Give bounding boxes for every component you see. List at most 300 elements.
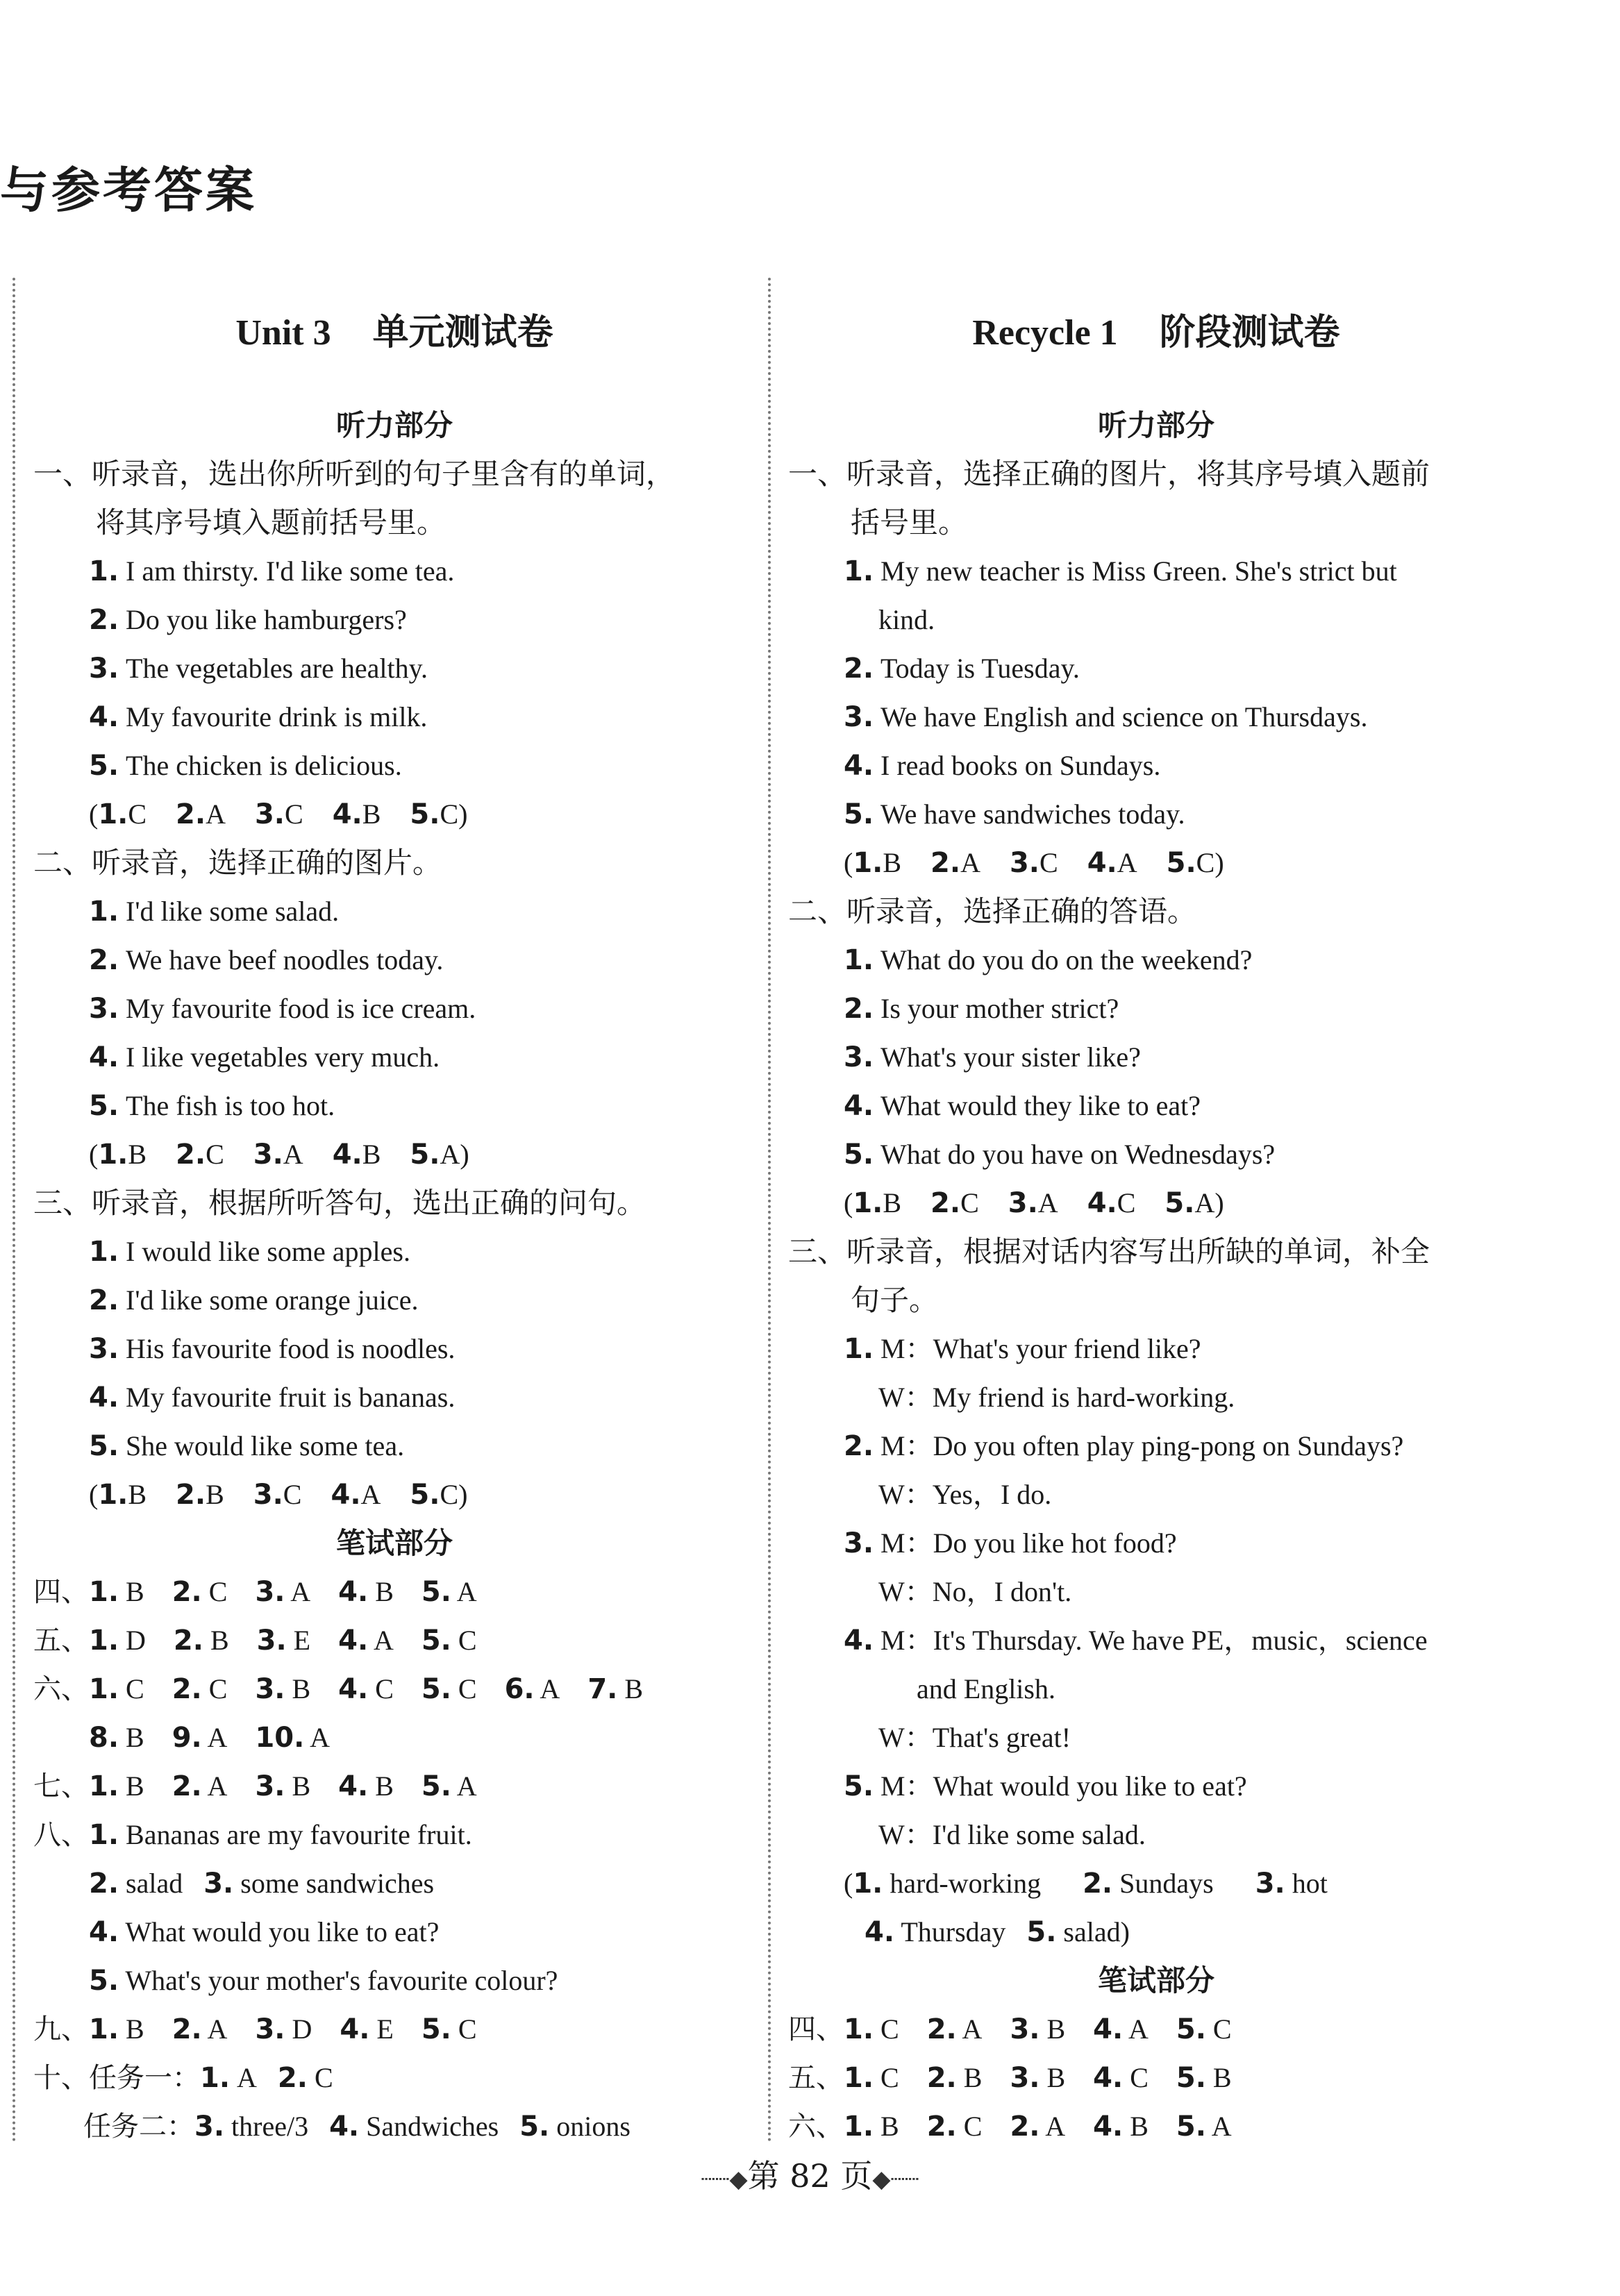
item-text: I read books on Sundays. bbox=[880, 750, 1161, 781]
answer-item bbox=[844, 2062, 899, 2093]
answer-value: C bbox=[880, 2013, 899, 2045]
answer-value: C bbox=[285, 798, 303, 830]
item-text: I'd like some orange juice. bbox=[126, 1284, 419, 1316]
answer-value: A bbox=[456, 1576, 477, 1607]
answer-row bbox=[788, 2005, 1524, 2054]
answer-item bbox=[89, 2013, 144, 2045]
answer-item bbox=[98, 1479, 147, 1510]
answer-number: 1. bbox=[853, 1187, 883, 1219]
item-number: 4. bbox=[844, 1090, 874, 1122]
answer-value: C bbox=[208, 1673, 228, 1704]
answer-value: A bbox=[360, 1479, 381, 1510]
listening-sentence bbox=[33, 1227, 755, 1276]
listening-section-heading: 听力部分 bbox=[1097, 408, 1214, 442]
answer-number: 3. bbox=[255, 1770, 285, 1802]
answer-item bbox=[172, 1576, 228, 1607]
answer-item bbox=[98, 1139, 147, 1170]
answer-number: 2. bbox=[930, 847, 961, 879]
answer-value: A bbox=[1194, 1187, 1215, 1218]
item-text: We have English and science on Thursdays. bbox=[880, 701, 1368, 732]
dialogue-line: 5. M：What would you like to eat? bbox=[844, 1770, 1247, 1802]
answer-item bbox=[89, 1576, 144, 1607]
answer-number: 2. bbox=[926, 2111, 957, 2143]
item-text: I'd like some salad. bbox=[126, 896, 340, 927]
question-label: 四、 bbox=[33, 1576, 89, 1608]
answer-number: 2. bbox=[176, 1479, 206, 1511]
question-label: 七、 bbox=[33, 1770, 89, 1802]
answer-number: 1. bbox=[89, 1576, 119, 1608]
answer-value: B bbox=[126, 1722, 144, 1753]
answer-item bbox=[333, 798, 381, 830]
answer-item bbox=[338, 1673, 394, 1704]
item-text: My favourite drink is milk. bbox=[126, 701, 428, 732]
answer-item bbox=[172, 1770, 228, 1802]
answer-row bbox=[33, 2005, 755, 2054]
answer-number: 3. bbox=[1008, 1187, 1038, 1219]
item-text: My favourite food is ice cream. bbox=[126, 993, 476, 1024]
answer-item bbox=[1010, 2013, 1065, 2045]
answer-item bbox=[257, 1625, 310, 1656]
item-text: What's your sister like? bbox=[880, 1041, 1141, 1073]
listening-sentence bbox=[788, 1033, 1524, 1082]
answer-item bbox=[1010, 2111, 1065, 2142]
answer-item bbox=[410, 1479, 458, 1510]
answer-value: A bbox=[1037, 1187, 1058, 1218]
answer-value: B bbox=[880, 2111, 899, 2142]
listening-sentence bbox=[33, 547, 755, 596]
answer-number: 2. bbox=[172, 1576, 202, 1608]
answer-number: 2. bbox=[172, 2013, 202, 2045]
answer-row bbox=[33, 1665, 755, 1713]
answer-item bbox=[89, 1770, 144, 1802]
answer-value: C bbox=[126, 1673, 144, 1704]
answer-value: B bbox=[126, 1770, 144, 1802]
answer-value: B bbox=[210, 1625, 229, 1656]
answer-number: 4. bbox=[1093, 2062, 1124, 2094]
answer-value: A bbox=[207, 1770, 228, 1802]
answer-value: C bbox=[1130, 2062, 1149, 2093]
question-prompt: 一、听录音，选择正确的图片，将其序号填入题前 bbox=[788, 457, 1430, 491]
answer-row: 八、1. Bananas are my favourite fruit. bbox=[33, 1819, 472, 1851]
answer-value: B bbox=[292, 1770, 311, 1802]
question-label: 五、 bbox=[788, 2062, 844, 2094]
answer-value: B bbox=[883, 847, 902, 878]
answer-item bbox=[927, 2013, 983, 2045]
dialogue-line: W：Yes，I do. bbox=[878, 1479, 1052, 1510]
item-number: 4. bbox=[89, 1382, 119, 1414]
answer-number: 5. bbox=[410, 798, 440, 830]
answer-number: 5. bbox=[421, 2013, 451, 2045]
listening-sentence bbox=[788, 644, 1524, 693]
item-number: 2. bbox=[89, 1284, 119, 1316]
answer-value: B bbox=[1212, 2062, 1232, 2093]
answer-key-line: (1. hard-working 2. Sundays 3. hot bbox=[844, 1868, 1328, 1900]
item-number: 5. bbox=[844, 798, 874, 830]
dialogue-line: W：I'd like some salad. bbox=[878, 1819, 1146, 1850]
item-text: His favourite food is noodles. bbox=[126, 1333, 456, 1364]
listening-section-heading: 听力部分 bbox=[335, 408, 453, 442]
answer-value: A bbox=[207, 2013, 228, 2045]
answer-number: 4. bbox=[1087, 1187, 1117, 1219]
answer-value: C bbox=[1212, 2013, 1232, 2045]
answer-number: 5. bbox=[421, 1625, 451, 1657]
answer-number: 3. bbox=[1010, 2062, 1040, 2094]
answer-value: C bbox=[458, 1625, 477, 1656]
answer-value: B bbox=[206, 1479, 224, 1510]
item-number: 1. bbox=[89, 1236, 119, 1268]
listening-sentence bbox=[33, 887, 755, 936]
answer-number: 3. bbox=[255, 2013, 285, 2045]
question-prompt-cont: 句子。 bbox=[851, 1283, 939, 1317]
answer-number: 2. bbox=[176, 798, 206, 830]
answer-value: E bbox=[376, 2013, 394, 2045]
unit3-test-answers bbox=[33, 305, 755, 2151]
item-number: 3. bbox=[844, 701, 874, 733]
answer-item bbox=[255, 1576, 310, 1607]
answer-value: B bbox=[1046, 2013, 1066, 2045]
footer-ornament-left: ┈┈◆ bbox=[701, 2165, 748, 2193]
answer-number: 3. bbox=[1009, 847, 1039, 879]
dialogue-line: W：My friend is hard-working. bbox=[878, 1382, 1235, 1413]
answer-value: B bbox=[126, 1576, 144, 1607]
answer-number: 7. bbox=[587, 1673, 618, 1705]
answer-item bbox=[421, 1576, 477, 1607]
written-section-heading: 笔试部分 bbox=[335, 1526, 453, 1560]
answer-number: 3. bbox=[1010, 2013, 1040, 2045]
recycle1-test-answers bbox=[788, 305, 1524, 2151]
answer-item bbox=[338, 1770, 394, 1802]
answer-number: 5. bbox=[410, 1479, 440, 1511]
answer-value: C bbox=[1117, 1187, 1136, 1218]
listening-sentence bbox=[33, 1422, 755, 1470]
answer-number: 8. bbox=[89, 1722, 119, 1754]
answer-item bbox=[338, 1625, 394, 1656]
answer-item bbox=[587, 1673, 643, 1704]
answer-row bbox=[33, 1713, 755, 1762]
answer-value: C bbox=[963, 2111, 983, 2142]
answer-value: A bbox=[290, 1576, 311, 1607]
answer-value: A bbox=[310, 1722, 330, 1753]
answer-item bbox=[338, 1576, 394, 1607]
item-number: 3. bbox=[89, 1333, 119, 1365]
item-number: 5. bbox=[89, 1430, 119, 1462]
answer-value: B bbox=[375, 1576, 394, 1607]
answer-item bbox=[1010, 2062, 1065, 2093]
answer-item bbox=[89, 1722, 144, 1753]
answer-item bbox=[421, 1770, 477, 1802]
item-text: Is your mother strict? bbox=[880, 993, 1119, 1024]
answer-row: 2. salad 3. some sandwiches bbox=[89, 1868, 435, 1900]
answer-number: 1. bbox=[853, 847, 883, 879]
answer-value: C bbox=[458, 1673, 477, 1704]
answer-number: 4. bbox=[338, 1625, 369, 1657]
answer-item bbox=[253, 1139, 303, 1170]
answer-item bbox=[1093, 2013, 1149, 2045]
listening-sentence bbox=[788, 1082, 1524, 1130]
answer-row bbox=[788, 2054, 1524, 2102]
answer-value: C bbox=[283, 1479, 302, 1510]
answer-item bbox=[927, 2111, 983, 2142]
answer-item bbox=[255, 1770, 310, 1802]
item-number: 2. bbox=[844, 653, 874, 685]
answer-item bbox=[331, 1479, 381, 1510]
item-text: She would like some tea. bbox=[126, 1430, 405, 1461]
answer-number: 4. bbox=[338, 1673, 369, 1705]
listening-sentence bbox=[33, 936, 755, 984]
listening-sentence bbox=[33, 741, 755, 790]
answer-item bbox=[1087, 1187, 1136, 1218]
listening-sentence bbox=[33, 1033, 755, 1082]
answer-key-line: (1.B 2.B 3.C 4.A 5.C) bbox=[89, 1479, 468, 1511]
item-text: The vegetables are healthy. bbox=[126, 653, 428, 684]
answer-value: B bbox=[128, 1479, 147, 1510]
answer-number: 1. bbox=[844, 2013, 874, 2045]
item-number: 1. bbox=[844, 944, 874, 976]
answer-key-line: (1.B 2.A 3.C 4.A 5.C) bbox=[844, 847, 1224, 879]
question-prompt-cont: 括号里。 bbox=[851, 505, 968, 539]
answer-value: D bbox=[292, 2013, 312, 2045]
answer-value: C bbox=[960, 1187, 979, 1218]
answer-value: C bbox=[206, 1139, 224, 1170]
question-label: 四、 bbox=[788, 2013, 844, 2045]
listening-sentence bbox=[788, 936, 1524, 984]
answer-item bbox=[98, 798, 147, 830]
answer-key-line: (1.B 2.C 3.A 4.C 5.A) bbox=[844, 1187, 1224, 1219]
item-number: 2. bbox=[844, 993, 874, 1025]
answer-number: 9. bbox=[172, 1722, 202, 1754]
answer-value: C bbox=[458, 2013, 477, 2045]
answer-item bbox=[340, 2013, 393, 2045]
listening-sentence bbox=[33, 1276, 755, 1325]
dialogue-line: W：No，I don't. bbox=[878, 1576, 1072, 1607]
listening-sentence bbox=[788, 984, 1524, 1033]
item-text: We have beef noodles today. bbox=[126, 944, 444, 975]
item-number: 3. bbox=[89, 653, 119, 685]
item-text: The fish is too hot. bbox=[126, 1090, 335, 1121]
item-number: 4. bbox=[89, 1041, 119, 1073]
answer-value: A bbox=[206, 798, 226, 830]
dialogue-line: 1. M：What's your friend like? bbox=[844, 1333, 1201, 1365]
answer-number: 2. bbox=[172, 1673, 202, 1705]
answer-number: 4. bbox=[338, 1770, 369, 1802]
answer-value: C bbox=[375, 1673, 394, 1704]
answer-item bbox=[1093, 2062, 1149, 2093]
answer-item bbox=[255, 1722, 330, 1753]
answer-item bbox=[255, 2013, 312, 2045]
item-number: 1. bbox=[89, 896, 119, 928]
answer-item bbox=[1167, 847, 1215, 878]
answer-value: A bbox=[1211, 2111, 1232, 2142]
item-number: 1. bbox=[89, 555, 119, 587]
item-text: What do you do on the weekend? bbox=[880, 944, 1253, 975]
answer-number: 2. bbox=[926, 2062, 957, 2094]
answer-number: 4. bbox=[332, 798, 362, 830]
item-number: 4. bbox=[844, 750, 874, 782]
answer-number: 5. bbox=[421, 1770, 451, 1802]
answer-row bbox=[33, 1762, 755, 1811]
answer-key-line: (1.C 2.A 3.C 4.B 5.C) bbox=[89, 798, 468, 830]
answer-value: B bbox=[963, 2062, 983, 2093]
answer-number: 3. bbox=[255, 1673, 285, 1705]
answer-value: C bbox=[880, 2062, 899, 2093]
listening-sentence bbox=[33, 596, 755, 644]
answer-value: A bbox=[1128, 2013, 1149, 2045]
question-prompt-cont: 将其序号填入题前括号里。 bbox=[96, 505, 446, 539]
answer-item bbox=[410, 798, 458, 830]
answer-number: 5. bbox=[1176, 2013, 1206, 2045]
question-prompt: 二、听录音，选择正确的答语。 bbox=[788, 894, 1197, 928]
answer-number: 3. bbox=[256, 1625, 287, 1657]
answer-value: C bbox=[1196, 847, 1215, 878]
question-label: 五、 bbox=[33, 1625, 89, 1657]
answer-row: 5. What's your mother's favourite colour? bbox=[89, 1965, 558, 1997]
answer-value: A bbox=[540, 1673, 560, 1704]
written-section-heading: 笔试部分 bbox=[1097, 1963, 1214, 1997]
answer-number: 3. bbox=[254, 798, 285, 830]
answer-number: 5. bbox=[1166, 847, 1196, 879]
answer-number: 2. bbox=[926, 2013, 957, 2045]
listening-sentence bbox=[33, 984, 755, 1033]
answer-row bbox=[33, 1616, 755, 1665]
answer-value: A bbox=[440, 1139, 460, 1170]
answer-number: 1. bbox=[844, 2062, 874, 2094]
answer-number: 1. bbox=[98, 1139, 128, 1171]
answer-item bbox=[1010, 847, 1058, 878]
page-number: ┈┈◆第 82 页◆┈┈ bbox=[701, 2157, 919, 2195]
question-prompt: 二、听录音，选择正确的图片。 bbox=[33, 846, 442, 880]
question-label: 六、 bbox=[33, 1673, 89, 1705]
listening-sentence bbox=[33, 644, 755, 693]
footer-ornament-right: ◆┈┈ bbox=[872, 2165, 919, 2193]
answer-value: B bbox=[292, 1673, 311, 1704]
listening-sentence bbox=[788, 790, 1524, 839]
answer-item bbox=[410, 1139, 460, 1170]
item-number: 4. bbox=[89, 701, 119, 733]
question-label: 九、 bbox=[33, 2013, 89, 2045]
answer-number: 5. bbox=[421, 1673, 451, 1705]
answer-number: 6. bbox=[504, 1673, 535, 1705]
item-text: I like vegetables very much. bbox=[126, 1041, 440, 1073]
answer-value: C bbox=[440, 798, 459, 830]
answer-item bbox=[176, 798, 226, 830]
answer-item bbox=[853, 1187, 901, 1218]
answer-item bbox=[1176, 2062, 1232, 2093]
item-number: 3. bbox=[89, 993, 119, 1025]
answer-number: 3. bbox=[253, 1479, 283, 1511]
answer-number: 1. bbox=[89, 2013, 119, 2045]
answer-item bbox=[174, 1625, 229, 1656]
answer-value: A bbox=[373, 1625, 394, 1656]
answer-item bbox=[421, 2013, 477, 2045]
item-number: 3. bbox=[844, 1041, 874, 1073]
answer-value: B bbox=[375, 1770, 394, 1802]
answer-value: C bbox=[128, 798, 147, 830]
answer-number: 2. bbox=[930, 1187, 961, 1219]
answer-number: 2. bbox=[173, 1625, 203, 1657]
answer-value: A bbox=[960, 847, 980, 878]
answer-item bbox=[930, 1187, 979, 1218]
answer-item bbox=[1087, 847, 1137, 878]
answer-item bbox=[1164, 1187, 1214, 1218]
item-text: I would like some apples. bbox=[126, 1236, 410, 1267]
answer-value: A bbox=[1117, 847, 1137, 878]
answer-item bbox=[253, 1479, 302, 1510]
answer-item bbox=[421, 1673, 477, 1704]
answer-item bbox=[89, 1673, 144, 1704]
listening-sentence bbox=[33, 693, 755, 741]
dialogue-line: W：That's great! bbox=[878, 1722, 1071, 1753]
answer-row bbox=[33, 1568, 755, 1616]
answer-value: D bbox=[126, 1625, 146, 1656]
answer-key-line: (1.B 2.C 3.A 4.B 5.A) bbox=[89, 1139, 469, 1171]
answer-number: 10. bbox=[255, 1722, 305, 1754]
answer-item bbox=[1093, 2111, 1149, 2142]
answer-number: 1. bbox=[98, 1479, 128, 1511]
answer-value: A bbox=[456, 1770, 477, 1802]
dialogue-line: 2. M：Do you often play ping-pong on Sundays? bbox=[844, 1430, 1404, 1462]
answer-value: B bbox=[883, 1187, 902, 1218]
answer-number: 5. bbox=[1164, 1187, 1195, 1219]
answer-value: B bbox=[126, 2013, 144, 2045]
question-prompt: 三、听录音，根据对话内容写出所缺的单词，补全 bbox=[788, 1234, 1430, 1268]
item-number: 2. bbox=[89, 944, 119, 976]
item-text: We have sandwiches today. bbox=[880, 798, 1185, 830]
item-number: 2. bbox=[89, 604, 119, 636]
answer-item bbox=[255, 798, 303, 830]
item-text: My favourite fruit is bananas. bbox=[126, 1382, 456, 1413]
question-label: 六、 bbox=[788, 2111, 844, 2143]
answer-number: 2. bbox=[1010, 2111, 1040, 2143]
item-text: I am thirsty. I'd like some tea. bbox=[126, 555, 455, 587]
answer-item bbox=[172, 1722, 228, 1753]
listening-sentence bbox=[788, 693, 1524, 741]
answer-number: 3. bbox=[253, 1139, 283, 1171]
answer-item bbox=[1008, 1187, 1058, 1218]
answer-item bbox=[333, 1139, 381, 1170]
answer-number: 4. bbox=[1087, 847, 1117, 879]
answer-number: 4. bbox=[332, 1139, 362, 1171]
answer-number: 5. bbox=[421, 1576, 451, 1608]
answer-item bbox=[89, 1625, 146, 1656]
answer-item bbox=[844, 2013, 899, 2045]
answer-item bbox=[505, 1673, 560, 1704]
listening-sentence bbox=[788, 741, 1524, 790]
answer-item bbox=[172, 2013, 228, 2045]
answer-value: B bbox=[1046, 2062, 1066, 2093]
answer-row: 任务二：3. three/3 4. Sandwiches 5. onions bbox=[83, 2111, 631, 2143]
item-text: What do you have on Wednesdays? bbox=[880, 1139, 1276, 1170]
answer-value: C bbox=[208, 1576, 228, 1607]
unit3-title: Unit 3 单元测试卷 bbox=[235, 313, 553, 353]
item-text: What would they like to eat? bbox=[880, 1090, 1201, 1121]
answer-value: A bbox=[1045, 2111, 1066, 2142]
item-text: Do you like hamburgers? bbox=[126, 604, 407, 635]
answer-row: 十、任务一：1. A 2. C bbox=[33, 2062, 333, 2094]
answer-value: C bbox=[1039, 847, 1058, 878]
item-text: Today is Tuesday. bbox=[880, 653, 1080, 684]
answer-row bbox=[788, 2102, 1524, 2151]
answer-key-line: 4. Thursday 5. salad) bbox=[865, 1916, 1130, 1948]
answer-number: 1. bbox=[89, 1625, 119, 1657]
answer-item bbox=[844, 2111, 899, 2142]
left-margin-rule bbox=[12, 278, 15, 2143]
answer-number: 5. bbox=[1176, 2111, 1206, 2143]
dialogue-line: 3. M：Do you like hot food? bbox=[844, 1527, 1177, 1559]
item-number: 5. bbox=[89, 1090, 119, 1122]
listening-sentence bbox=[788, 1130, 1524, 1179]
answer-number: 5. bbox=[1176, 2062, 1206, 2094]
answer-item bbox=[853, 847, 901, 878]
